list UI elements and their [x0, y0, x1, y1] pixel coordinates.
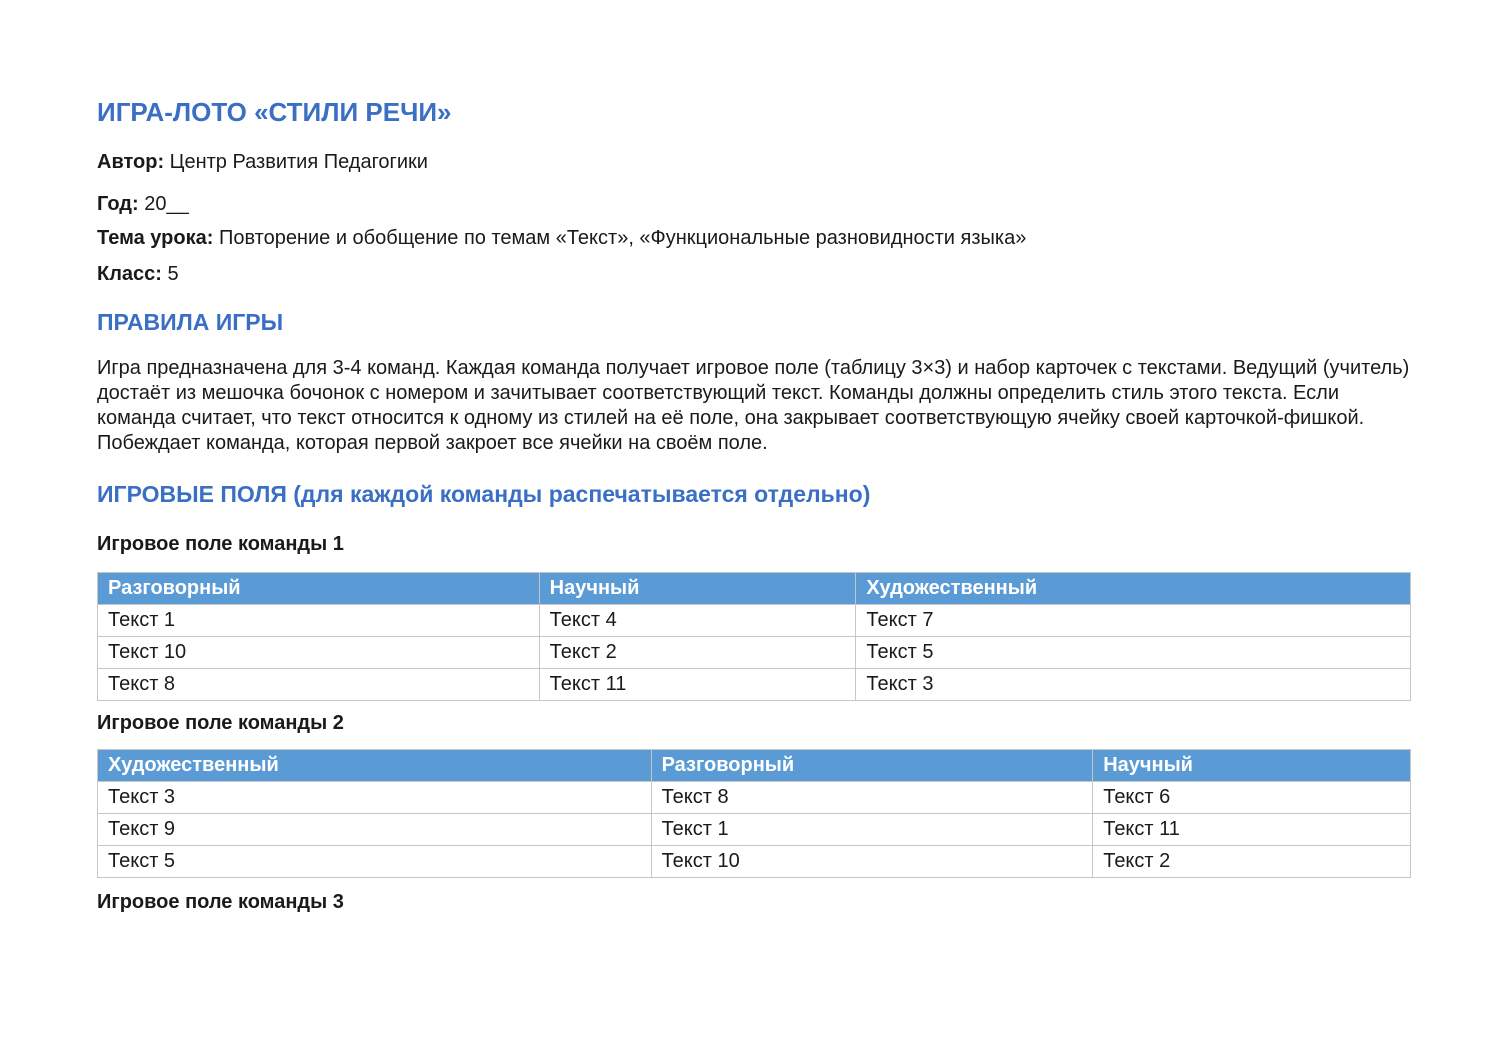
team-2-title: Игровое поле команды 2 [97, 712, 344, 734]
table-cell: Текст 5 [856, 637, 1411, 669]
column-header: Художественный [98, 750, 652, 782]
rules-heading: ПРАВИЛА ИГРЫ [97, 309, 284, 335]
table-cell: Текст 2 [539, 637, 856, 669]
table-cell: Текст 7 [856, 605, 1411, 637]
rules-text: Игра предназначена для 3-4 команд. Каждая команда получает игровое поле (таблицу 3×3) и набор карточек с текстами. Ведущий (учитель) достаёт из мешочка бочонок с номером и зачитывает соответствующий текст. Команды должны определить стиль этого текста. Если команда считает, что текст относится к одному из стилей на её поле, она закрывает соответствующую ячейку своей карточкой-фишкой. Побеждает команда, которая первой закроет все ячейки на своём поле. [97, 357, 1410, 454]
table-cell: Текст 4 [539, 605, 856, 637]
table-row [98, 669, 1411, 701]
table-cell: Текст 10 [98, 637, 540, 669]
table-cell: Текст 11 [539, 669, 856, 701]
grade-label: Класс: [97, 263, 162, 285]
table-row [98, 605, 1411, 637]
column-header: Разговорный [98, 573, 540, 605]
table-cell: Текст 2 [1093, 846, 1411, 878]
table-cell: Текст 10 [651, 846, 1093, 878]
grade-line [97, 260, 1411, 288]
table-row [98, 814, 1411, 846]
fields-heading: ИГРОВЫЕ ПОЛЯ (для каждой команды распечатывается отдельно) [97, 481, 871, 507]
table-cell: Текст 8 [651, 782, 1093, 814]
table-cell: Текст 8 [98, 669, 540, 701]
team-1-table [97, 572, 1411, 701]
table-row [98, 637, 1411, 669]
table-cell: Текст 1 [98, 605, 540, 637]
document-title: ИГРА-ЛОТО «СТИЛИ РЕЧИ» [97, 97, 452, 127]
grade-value: 5 [161, 263, 179, 285]
author-value: Центр Развития Педагогики [164, 151, 428, 173]
document-content [97, 92, 1411, 916]
table-header-row [98, 750, 1411, 782]
column-header: Художественный [856, 573, 1411, 605]
table-cell: Текст 5 [98, 846, 652, 878]
year-value: 20__ [138, 193, 189, 215]
table-row [98, 782, 1411, 814]
topic-value: Повторение и обобщение по темам «Текст», «Функциональные разновидности языка» [213, 227, 1027, 249]
year-label: Год: [97, 193, 139, 215]
table-cell: Текст 3 [856, 669, 1411, 701]
topic-line [97, 224, 1411, 252]
topic-label: Тема урока: [97, 227, 214, 249]
table-header-row [98, 573, 1411, 605]
table-cell: Текст 1 [651, 814, 1093, 846]
column-header: Научный [539, 573, 856, 605]
column-header: Научный [1093, 750, 1411, 782]
year-line [97, 190, 1411, 218]
team-1-title: Игровое поле команды 1 [97, 533, 344, 555]
author-label: Автор: [97, 151, 165, 173]
column-header: Разговорный [651, 750, 1093, 782]
table-cell: Текст 3 [98, 782, 652, 814]
table-cell: Текст 11 [1093, 814, 1411, 846]
team-3-title: Игровое поле команды 3 [97, 891, 344, 913]
table-row [98, 846, 1411, 878]
table-cell: Текст 6 [1093, 782, 1411, 814]
table-cell: Текст 9 [98, 814, 652, 846]
author-line [97, 148, 1411, 176]
team-2-table [97, 749, 1411, 878]
